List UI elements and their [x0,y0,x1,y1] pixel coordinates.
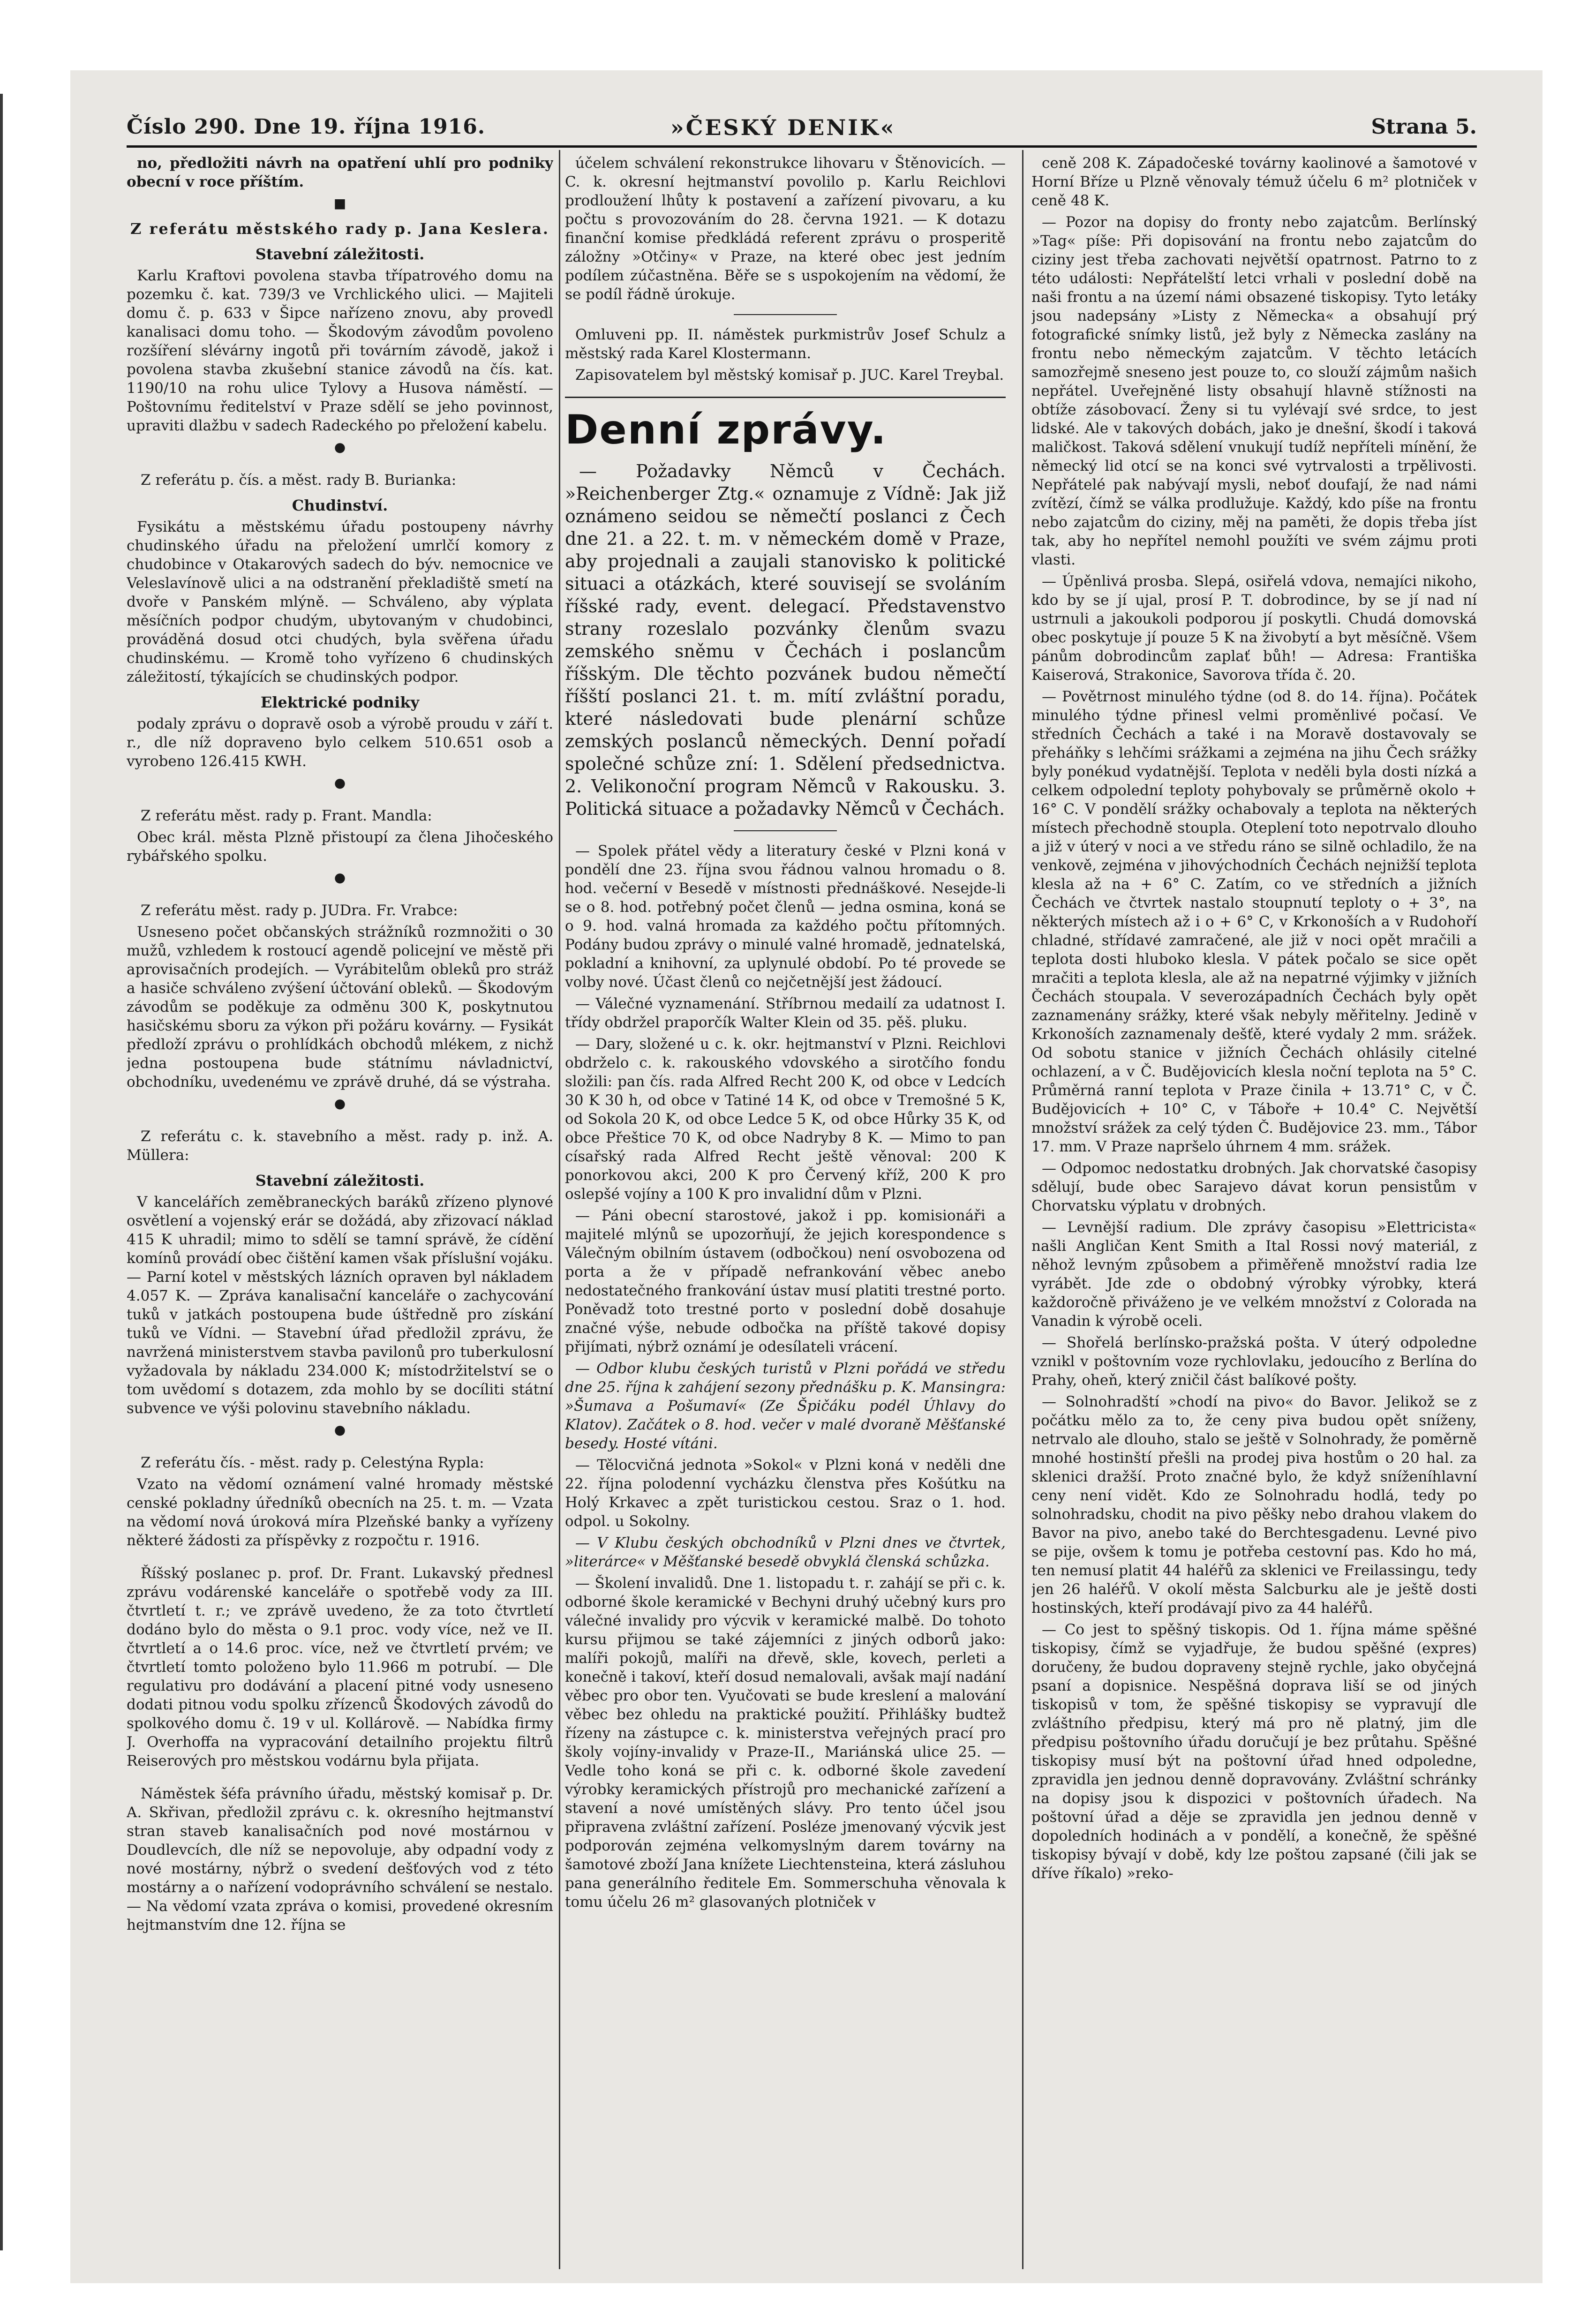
section-heading: Z referátu městského rady p. Jana Keslera. [130,220,550,238]
news-item: — Školení invalidů. Dne 1. listopadu t. r. zahájí se při c. k. odborné škole keramické v Bechyni druhý učebný kurs pro válečné invalidy pro výcvik v keramické malbě. Do tohoto kursu přijmou se také zájemníci z jiných odborů jako: malíři pokojů, malíři na dřevě, skle, kovech, perleti a konečně i takoví, kteří dosud nemalovali, avšak mají nadání věbec pro obor ten. Vyučovati se bude kreslení a malování věbec bez ohledu na praktické použití. Přihlášky budtež řízeny na zástupce c. k. ministerstva veřejných prací pro školy vojíny-invalidy v Praze-II., Mariánská ulice 25. — Vedle toho koná se při c. k. odborné škole zavedení výrobky keramických přístrojů pro mechanické zařízení a stavení a nové umístěných slávy. Pro tento účel jsou připravena zvláštní zařízení. Posléze jmenovaný výcvik jest podporován zejména velkomyslným darem továrny na šamotové zboží Jana knížete Liechtensteina, která zásluhou pana generálního ředitele Em. Sommerschuha věnovala k tomu účelu 26 m² glasovaných plotniček v [565,1575,1006,1910]
news-item: — Dary, složené u c. k. okr. hejtmanství v Plzni. Reichlovi obdrželo c. k. rakouského vdovského a sirotčího fondu složili: pan čís. rada Alfred Recht 200 K, od obce v Ledcích 30 K 30 h, od obce v Tatiné 14 K, od obce v Tremošné 5 K, od Sokola 20 K, od obce Ledce 5 K, od obce Hůrky 35 K, od obce Přeštice 70 K, od obce Nadryby 8 K. — Mimo to pan císařský rada Alfred Recht ještě věnoval: 200 K ponorkovou akci, 200 K pro Červený kříž, 200 K pro oslepšé vojíny a 100 K pro invalidní dům v Plzni. [565,1036,1006,1203]
paragraph: — Požadavky Němců v Čechách. »Reichenberger Ztg.« oznamuje z Vídně: Jak již oznámeno seidou se němečtí poslanci z Čech dne 21. a 22. t. m. v německém domě v Praze, aby projednali a zaujali stanovisko k politické situaci a otázkách, které souvisejí se svoláním říšské rady, event. delegací. Představenstvo strany rozeslalo pozvánky členům svazu zemského sněmu v Čechách i poslancům říšským. Dle těchto pozvánek budou němečtí říšští poslanci 21. t. m. mítí zvláštní poradu, které následovati bude plenární schůze zemských poslanců německých. Denní pořadí společné schůze zní: 1. Sdělení předsednictva. 2. Velikonoční program Němců v Rakousku. 3. Politická situace a požadavky Němců v Čechách. [565,461,1006,819]
news-item: — Levnější radium. Dle zprávy časopisu »Elettricista« našli Angličan Kent Smith a Ital Rossi nový materiál, z něhož levným způsobem a přiměřeně množství radia lze vyrábět. Jde zde o obdobný výrobky výrobky, která každoročně přiváženo je ve velkém množství z Colorada na Vanadin k výrobě oceli. [1031,1219,1477,1330]
section-rule [565,397,1006,398]
section-heading: Z referátu měst. rady p. JUDra. Fr. Vrabce: [141,902,458,919]
news-item: — Páni obecní starostové, jakož i pp. komisionáři a majitelé mlýnů se upozorňují, že jejich korespondence s Válečným obilním ústavem (odbočkou) není osvobozena od porta a že v případě nefrankování věbec anebo nedostatečného frankování ústav musí platiti trestné porto. Poněvadž toto trestné porto v poslední době dosahuje značné výše, nebude odbočka na příště takové dopisy přijímati, nýbrž oznámí je odesílateli vrácení. [565,1207,1006,1355]
column-rule [559,150,560,2269]
paragraph: Karlu Kraftovi povolena stavba třípatrového domu na pozemku č. kat. 739/3 ve Vrchlického ulici. — Majiteli domu č. p. 633 v Šipce nařízeno znovu, aby provedl kanalisaci domu toho. — Škodovým závodům povoleno rozšíření slévárny ingotů při továrním závodě, jakož i povolena stavba zkušební stanice závodů na čís. kat. 1190/10 na rohu ulice Tylovy a Husova náměstí. — Poštovnímu ředitelství v Praze sdělí se jeho povinnost, upraviti dlažbu v sadech Radeckého po přeložení kabelu. [127,267,553,434]
separator-dot: ● [334,439,346,455]
news-item: — Odbor klubu českých turistů v Plzni pořádá ve středu dne 25. října k zahájení sezony přednášku p. K. Mansingra: »Šumava a Pošumaví« (Ze Špičáku podél Úhlavy do Klatov). Začátek o 8. hod. večer v malé dvoraně Měšťanské besedy. Hosté vítáni. [565,1360,1006,1452]
news-item: — Povětrnost minulého týdne (od 8. do 14. října). Počátek minulého týdne přinesl velmi proměnlivé počasí. Ve středních Čechách a také i na Moravě dostavovaly se přeháňky s lehčími srážkami a zejména na jihu Čech srážky byly ponékud vydatnější. Teplota v neděli byla dosti nízká a celkem odpolední teploty pohybovaly se průměrně okolo + 16° C. V pondělí srážky ochabovaly a teplota na některých místech přechodně stoupla. Oteplení toto nepotrvalo dlouho a již v úterý v noci a ve středu ráno se silně ochladilo, že na venkově, zejména v jihovýchodních Čechách nejnižší teplota klesla až na + 6° C. Zatím, co ve středních a jižních Čechách ve čtvrtek nastalo stoupnutí teploty o + 3°, na některých místech až i o + 6° C, v Krkonoších a v Rudohoří chladné, střídavé zamračené, ale již v noci opět mračili a teplota dosti hluboko klesla. V pátek počalo se sice opět mračiti a teplota klesla, ale až na nepatrné výjimky v jižních Čechách stoupala. V severozápadních Čechách byly opět zaznamenány srážky, které však nebyly měřitelny. Jedině v Krkonoších zaznamenaly dešťě, které vydaly 2 mm. srážek. Od sobotu stanice v jižních Čechách ohlásily citelné ochlazení, a v Č. Budějovicích klesla noční teplota na 5° C. Průměrná ranní teplota v Praze činila + 13.71° C, v Č. Budějovicích + 10° C, v Táboře + 10.4° C. Největší množství srážek za celý týden Č. Budějovice 23. mm., Tábor 17. mm. V Praze napršelo úhrnem 4 mm. srážek. [1031,688,1477,1155]
subheading: Chudinství. [292,496,388,514]
masthead-title: »ČESKÝ DENIK« [670,115,896,140]
short-rule [734,830,837,831]
news-item: — Spolek přátel vědy a literatury české v Plzni koná v pondělí dne 23. října svou řádnou valnou hromadu o 8. hod. večerní v Besedě v místnosti přednáškové. Nesejde-li se o 8. hod. potřebný počet členů — jedna osmina, koná se o 9. hod. valná hromada za každého počtu přítomných. Podány budou zprávy o minulé valné hromadě, jednatelská, pokladní a knihovní, za uplynulé období. Po té provede se volby nové. Účast členů co nejčetnější jest žádoucí. [565,842,1006,991]
column-rule [1022,150,1023,2269]
subheading: Elektrické podniky [260,693,420,711]
paragraph: Vzato na vědomí oznámení valné hromady městské censké pokladny úředníků obecních na 25. t. m. — Vzata na vědomí nová úroková míra Plzeňské banky a vyřízeny některé žádosti za příspěvky z rozpočtu r. 1916. [127,1476,553,1549]
scan-edge [0,94,3,2250]
column-1 [127,154,553,2254]
paragraph: Říšský poslanec p. prof. Dr. Frant. Lukavský přednesl zprávu vodárenské kanceláře o spotřebě vody za III. čtvrtletí t. r.; ve zprávě uvedeno, že za toto čtvrtletí dodáno bylo do města o 9.1 proc. vody více, než ve II. čtvrtletí a o 14.6 proc. více, než ve čtvrtletí prvém; ve čtvrtletí tomto položeno bylo 11.966 m potrubí. — Dle regulativu pro dodávání a placení pitné vody usneseno dodati pitnou vodu spolku zřízenců Škodových závodů do spolkového domu č. 19 v ul. Kollárově. — Nabídka firmy J. Overhoffa na vypracování detailního projektu filtrů Reiserových pro městskou vodárnu byla přijata. [127,1565,553,1769]
news-item: — Shořelá berlínsko-pražská pošta. V úterý odpoledne vznikl v poštovním voze rychlovlaku, jedoucího z Berlína do Prahy, oheň, který zničil část balíkové pošty. [1031,1334,1477,1389]
header-rule [127,145,1477,148]
news-item: — Co jest to spěšný tiskopis. Od 1. října máme spěšné tiskopisy, čímž se vyjadřuje, že budou spěšné (expres) doručeny, že budou dopraveny stejně rychle, jako obyčejná psaní a dopisnice. Nespěšná doprava liší se od jiných tiskopisů v tom, že spěšné tiskopisy se vypravují dle zvláštního předpisu, který má pro ně platný, jim dle předpisu poštovního úřadu doručují je bez průtahu. Spěšné tiskopisy musí být na poštovní úřad hned odpoledne, zpravidla jen jednou denně dopravovány. Zvláštní schránky na dopisy jsou k dispozici v poštovních úřadech. Na poštovní úřad a děje se zpravidla jen jednou denně v dopoledních hodinách a v pondělí, a konečně, že spěšné tiskopisy bývají v době, kdy lze poštou zapsané (čili jak se dříve říkalo) »reko- [1031,1621,1477,1882]
news-item: — Pozor na dopisy do fronty nebo zajatcům. Berlínský »Tag« píše: Při dopisování na frontu nebo zajatcům do ciziny jest třeba zachovati největší opatrnost. Patrno to z této události: Nepřátelští letci vrhali v poslední době na naši frontu a na území námi obsazené tiskopisy. Tyto letáky jsou nadepsány »Listy z Německa« a obsahují prý fotografické snímky listů, jež byly z Německa zaslány na frontu nebo německým zajatcům. V těchto letácích samozřejmě sneseno jest pouze to, co slouží zájmům našich nepřátel. Uveřejněné listy obsahují hlavně stížnosti na obtíže zásobovací. Ženy si tu vylévají své srdce, to jest lidské. Ale v takových dobách, jako je dnešní, škodí i taková maličkost. Taková sdělení vnukují tudíž nepříteli mínění, že německý lid otcí se na konci své vytrvalosti a trpělivosti. Nepřátelé pak nabývají mysli, neboť doufají, že nad námi zvítězí, čímž se válka prodlužuje. Každý, kdo píše na frontu nebo zajatcům do ciziny, měj na paměti, že dopis třeba jíst tak, aby ho nepřítel nemohl použíti ve svém zájmu proti vlasti. [1031,214,1477,568]
page-header [127,115,1477,143]
paragraph: účelem schválení rekonstrukce lihovaru v Štěnovicích. — C. k. okresní hejtmanství povolilo p. Karlu Reichlovi prodloužení lhůty k postavení a zařízení pivovaru, a ku počtu s provozováním do 28. června 1921. — K dotazu finanční komise předkládá referent zprávu o prosperitě záložny »Otčiny« v Praze, na které obec jest jedním podílem zúčastněna. Běře se s uspokojením na vědomí, že se podíl řádně úrokuje. [565,155,1006,303]
column-3 [1031,154,1477,2254]
news-item: — V Klubu českých obchodníků v Plzni dnes ve čtvrtek, »literárce« v Měšťanské besedě obvyklá členská schůzka. [565,1534,1006,1570]
paragraph: Náměstek šéfa právního úřadu, městský komisař p. Dr. A. Skřivan, předložil zprávu c. k. okresního hejtmanství stran staveb kanalisačních pod nové mostárnou v Doudlevcích, dle níž se nepovoluje, aby odpadní vody z nové mostárny, nýbrž o svedení dešťových vod z této mostárny a o nařízení vodoprávního schválení se nestalo. — Na vědomí vzata zpráva o komisi, provedené okresním hejtmanstvím dne 12. října se [127,1785,553,1933]
paragraph: no, předložiti návrh na opatření uhlí pro podniky obecní v roce příštím. [127,155,553,190]
paragraph: ceně 208 K. Západočeské továrny kaolinové a šamotové v Horní Bříze u Plzně věnovaly témuž účelu 6 m² plotniček v ceně 48 K. [1031,155,1477,209]
section-heading: Z referátu měst. rady p. Frant. Mandla: [141,807,432,824]
paragraph: V kancelářích zeměbraneckých baráků zřízeno plynové osvětlení a vojenský erár se dožádá, aby zřizovací náklad 415 K uhradil; mimo to sdělí se tamní správě, že cídění komínů provádí obec čištění kamen však příslušní vojáku. — Parní kotel v městských lázních opraven byl nákladem 4.057 K. — Zpráva kanalisační kanceláře o zachycování tuků v jatkách postoupena bude úštředně pro získání tuků ve Vídni. — Stavební úřad předložil zprávu, že navržená ministerstvem stavba pavilonů pro tuberkulosní vyžadovala by nákladu 234.000 K; místodržitelství se o tom uvědomí s dotazem, zda mohlo by se docíliti státní subvence ve výši polovinu stavebního nákladu. [127,1194,553,1417]
paragraph: Obec král. města Plzně přistoupí za člena Jihočeského rybářského spolku. [127,829,553,865]
paragraph: Usneseno počet občanských strážníků rozmnožiti o 30 mužů, vzhledem k rostoucí agendě policejní ve městě při aprovisačních prodejích. — Vyrábitelům obleků pro stráž a hasiče schváleno zvýšení účtování obleků. — Škodovým závodům se poděkuje za odměnu 300 K, poskytnutou hasičskému sboru za výkon při požáru kovárny. — Fysikát předloží zprávu o prohlídkách obchodů mlékem, z nichž jedna postoupena bude státnímu návladnictví, obchodníku, uvedenému ve zprávě druhé, dá se výstraha. [127,924,553,1091]
column-2 [565,154,1006,2254]
section-heading: Z referátu čís. - měst. rady p. Celestýna Rypla: [141,1454,484,1471]
paragraph: Fysikátu a městskému úřadu postoupeny návrhy chudinského úřadu na přeložení umrlčí komory z chudobince v Otakarových sadech do býv. nemocnice ve Veleslavínově ulici a na odstranění překladiště smetí na dvoře v Panském mlýně. — Schváleno, aby výplata měsíčních podpor chudým, ubytovaným v chudobinci, prováděná dosud otci chudých, byla svěřena úřadu chudinskému. — Kromě toho vyřízeno 6 chudinských záležitostí, týkajících se chudinských podpor. [127,519,553,685]
section-title: Denní zprávy. [565,406,887,453]
news-item: — Odpomoc nedostatku drobných. Jak chorvatské časopisy sdělují, bude obec Sarajevo dávat korun pensistům v Chorvatsku výplatu v drobných. [1031,1160,1477,1214]
section-heading: Z referátu c. k. stavebního a měst. rady p. inž. A. Müllera: [127,1128,553,1164]
subheading: Stavební záležitosti. [255,1172,425,1189]
paragraph: Omluveni pp. II. náměstek purkmistrův Josef Schulz a městský rada Karel Klostermann. [565,326,1006,362]
subheading: Stavební záležitosti. [255,245,425,263]
separator-dot: ● [334,1422,346,1437]
paragraph: podaly zprávu o dopravě osob a výrobě proudu v září t. r., dle níž dopraveno bylo celkem 510.651 osob a vyrobeno 126.415 KWH. [127,715,553,770]
issue-date: Číslo 290. Dne 19. října 1916. [127,115,486,139]
separator-dot: ● [334,775,346,790]
separator-dot: ■ [333,196,346,211]
separator-dot: ● [334,870,346,885]
separator-dot: ● [334,1096,346,1111]
news-item: — Tělocvičná jednota »Sokol« v Plzni koná v neděli dne 22. října polodenní vycházku členstva přes Košútku na Holý Krkavec a zpět turistickou cestou. Sraz o 1. hod. odpol. u Sokolny. [565,1457,1006,1530]
news-item: — Úpěnlivá prosba. Slepá, osiřelá vdova, nemajíci nikoho, kdo by se jí ujal, prosí P. T. dobrodince, by se jí nad ní ustrnuli a jakoukoli podporou jí poskytli. Chudá domovská obec poskytuje jí pouze 5 K na živobytí a byt měsíčně. Všem pánům dobrodincům zaplať bůh! — Adresa: Františka Kaiserová, Strakonice, Savorova třída č. 20. [1031,573,1477,684]
section-heading: Z referátu p. čís. a měst. rady B. Burianka: [141,472,457,489]
short-rule [734,314,837,315]
lead-article [565,460,1006,820]
paragraph: Zapisovatelem byl městský komisař p. JUC. Karel Treybal. [575,367,1004,384]
news-item: — Válečné vyznamenání. Stříbrnou medailí za udatnost I. třídy obdržel praporčík Walter Klein od 35. pěš. pluku. [565,995,1006,1031]
page-number: Strana 5. [1371,115,1477,139]
news-item: — Solnohradští »chodí na pivo« do Bavor. Jelikož se z počátku mělo za to, že ceny piva budou opět sníženy, netrvalo ale dlouho, stalo se ještě v Solnohrady, že poměrně mnohé hostinští přešli na prodej piva hostům o 20 hal. za sklenici dražší. Proto značné bylo, že když sníženíhlavní ceny není vidět. Kdo ze Solnohradu hodlá, tedy po solnohradsku, chodit na pivo pěšky nebo drahou vlakem do Bavor na pivo, anebo také do Berchtesgadenu. Levné pivo se pije, ovšem k tomu je potřeba cestovní pas. Kdo ho má, ten nemusí platit 44 haléřů za sklenici ve Freilassingu, tedy jen 26 haléřů. V okolí města Salcburku ale je ještě dosti hostinských, kteří prodávají pivo za 44 haléřů. [1031,1393,1477,1617]
